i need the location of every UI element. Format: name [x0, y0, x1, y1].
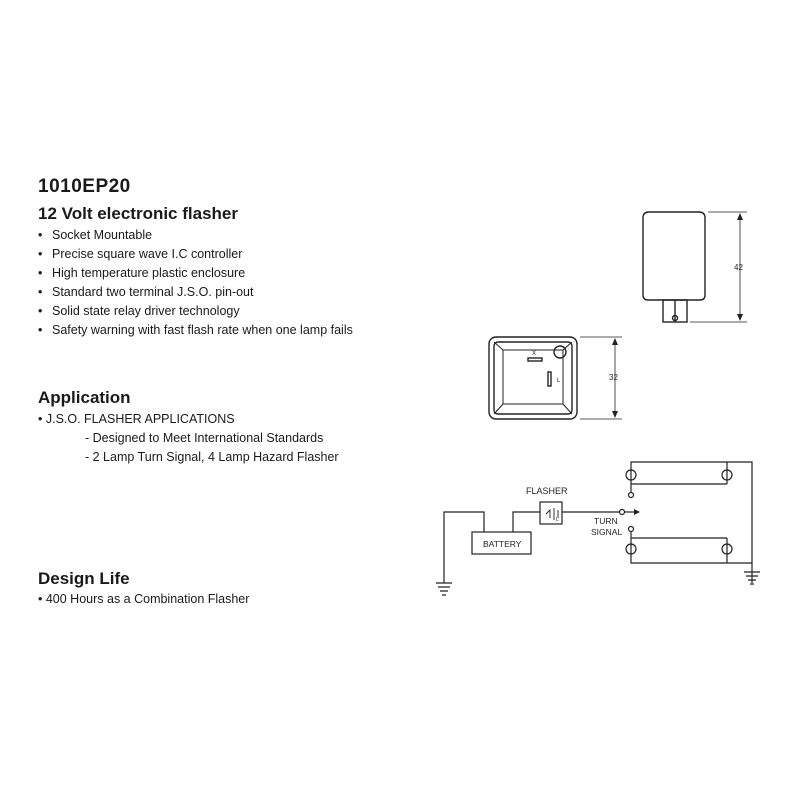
terminal-x-label: X	[532, 351, 537, 357]
feature-item: • Solid state relay driver technology	[38, 302, 353, 321]
feature-item: • Standard two terminal J.S.O. pin-out	[38, 283, 353, 302]
design-life-text: • 400 Hours as a Combination Flasher	[38, 592, 250, 606]
flasher-label: FLASHER	[526, 486, 568, 496]
product-subtitle: 12 Volt electronic flasher	[38, 204, 238, 223]
top-view-drawing	[489, 337, 622, 419]
feature-item: • Precise square wave I.C controller	[38, 245, 353, 264]
application-sub-item: - Designed to Meet International Standards	[85, 431, 324, 445]
feature-item: • Safety warning with fast flash rate when one lamp fails	[38, 321, 353, 340]
width-dimension-label: 32	[609, 373, 618, 382]
height-dimension-label: 42	[734, 263, 743, 272]
model-number: 1010EP20	[38, 176, 131, 197]
application-sub-item: - 2 Lamp Turn Signal, 4 Lamp Hazard Flasher	[85, 450, 339, 464]
side-view-drawing	[643, 212, 747, 322]
terminal-l-label: L	[557, 378, 561, 384]
application-heading: Application	[38, 388, 131, 407]
design-life-heading: Design Life	[38, 569, 130, 588]
feature-item: • High temperature plastic enclosure	[38, 264, 353, 283]
application-item: • J.S.O. FLASHER APPLICATIONS	[38, 412, 235, 426]
turn-signal-label-line2: SIGNAL	[591, 527, 623, 537]
turn-signal-label-line1: TURN	[594, 516, 618, 526]
battery-label: BATTERY	[483, 539, 522, 549]
feature-item: • Socket Mountable	[38, 226, 353, 245]
flasher-terminal-label: L	[556, 517, 559, 523]
